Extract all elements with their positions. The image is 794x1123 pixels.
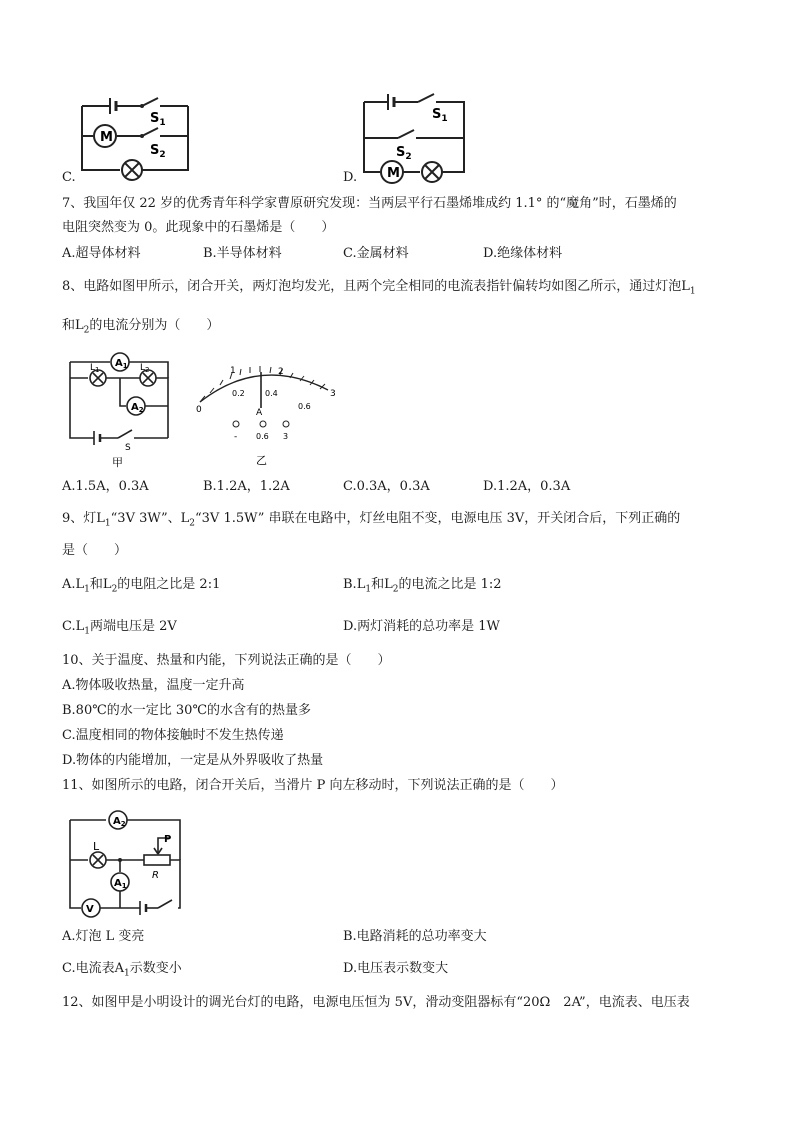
- q10-line1: 10、关于温度、热量和内能，下列说法正确的是（ ）: [62, 653, 391, 668]
- q12-line1: 12、如图甲是小明设计的调光台灯的电路，电源电压恒为 5V，滑动变阻器标有“20Ω 2A”，电流表、电压表: [62, 995, 690, 1010]
- svg-text:3: 3: [283, 432, 289, 441]
- option-c-label: C.: [62, 170, 76, 185]
- q9-option-a: $A.L_1$和$L_2$的电阻之比是 2:1: [62, 577, 221, 595]
- q9-option-d: D.两灯消耗的总功率是 1W: [343, 619, 500, 634]
- svg-text:A2: $A_2$: [131, 402, 144, 414]
- q9-option-b: $B.L_1$和$L_2$的电流之比是 1:2: [343, 577, 502, 595]
- q7-line2: 电阻突然变为 0。此现象中的石墨烯是（ ）: [62, 220, 335, 235]
- svg-text:A1: $A_1$: [115, 358, 128, 370]
- svg-text:L1: $L_1$: [90, 363, 100, 374]
- svg-text:2: 2: [278, 367, 284, 377]
- svg-text:A: A: [256, 408, 263, 418]
- option-d-label: D.: [343, 170, 358, 185]
- svg-text:0.6: 0.6: [298, 402, 311, 411]
- q10-option-d: D.物体的内能增加，一定是从外界吸收了热量: [62, 753, 324, 768]
- svg-text:0.6: 0.6: [256, 432, 269, 441]
- q11-option-d: D.电压表示数变大: [343, 961, 449, 976]
- figure-d-circuit: [360, 92, 470, 187]
- q8-figure-jia: [68, 350, 178, 468]
- svg-text:L: L: [93, 840, 100, 853]
- motor-label: M: [100, 130, 113, 145]
- figure-c-circuit: [60, 88, 190, 188]
- q7-line1: 7、我国年仅 22 岁的优秀青年科学家曹原研究发现：当两层平行石墨烯堆成约 1.1° 的“魔角”时，石墨烯的: [62, 196, 677, 211]
- svg-text:M: M: [387, 166, 400, 181]
- q8-figure-yi-ammeter: [180, 360, 340, 470]
- svg-text:3: 3: [330, 389, 336, 399]
- svg-text:S: S: [125, 443, 131, 453]
- q11-option-c: C.电流表$A_1$示数变小: [62, 961, 182, 979]
- svg-text:S2: $S_2$: [396, 145, 412, 162]
- q8-line1: 8、电路如图甲所示，闭合开关，两灯泡均发光，且两个完全相同的电流表指针偏转均如图乙所示，通过灯泡$L_1$: [62, 279, 696, 297]
- q8-option-d: D.1.2A，0.3A: [483, 479, 571, 494]
- svg-text:V: V: [86, 904, 94, 915]
- q8-option-a: A.1.5A，0.3A: [62, 479, 149, 494]
- q8-option-b: B.1.2A，1.2A: [203, 479, 290, 494]
- q11-line1: 11、如图所示的电路，闭合开关后，当滑片 P 向左移动时，下列说法正确的是（ ）: [62, 778, 564, 793]
- svg-text:0.4: 0.4: [265, 389, 278, 398]
- q10-option-a: A.物体吸收热量，温度一定升高: [62, 678, 245, 693]
- svg-text:R: R: [152, 870, 159, 881]
- q8-option-c: C.0.3A，0.3A: [343, 479, 430, 494]
- q10-option-b: B.80℃的水一定比 30℃的水含有的热量多: [62, 703, 311, 718]
- svg-text:A2: $A_2$: [113, 816, 126, 828]
- svg-text:1: 1: [230, 366, 236, 376]
- q7-option-c: C.金属材料: [343, 246, 409, 261]
- svg-text:乙: 乙: [256, 454, 267, 467]
- svg-text:S2: $S_2$: [150, 143, 166, 160]
- svg-text:A1: $A_1$: [114, 878, 127, 890]
- q11-option-b: B.电路消耗的总功率变大: [343, 929, 487, 944]
- q9-line2: 是（ ）: [62, 543, 128, 558]
- svg-text:-: -: [234, 432, 238, 442]
- svg-text:S1: $S_1$: [432, 107, 448, 124]
- q9-option-c: $C.L_1$两端电压是 2V: [62, 619, 177, 637]
- q11-option-a: A.灯泡 L 变亮: [62, 929, 145, 944]
- q8-line2: 和$L_2$的电流分别为（ ）: [62, 318, 220, 336]
- svg-text:0: 0: [196, 405, 202, 415]
- q9-line1: 9、灯$L_1“3V$ 3W”、$L_2“3V$ 1.5W” 串联在电路中，灯丝电阻不变，电源电压 3V，开关闭合后，下列正确的: [62, 511, 681, 529]
- q11-figure-circuit: [66, 810, 196, 920]
- svg-text:S1: $S_1$: [150, 111, 166, 128]
- q7-option-b: B.半导体材料: [203, 246, 282, 261]
- svg-text:P: P: [164, 834, 172, 845]
- svg-text:0.2: 0.2: [232, 389, 245, 398]
- q7-option-a: A.超导体材料: [62, 246, 141, 261]
- svg-text:L2: $L_2$: [140, 363, 150, 374]
- q10-option-c: C.温度相同的物体接触时不发生热传递: [62, 728, 284, 743]
- q7-option-d: D.绝缘体材料: [483, 246, 563, 261]
- svg-text:甲: 甲: [112, 456, 123, 469]
